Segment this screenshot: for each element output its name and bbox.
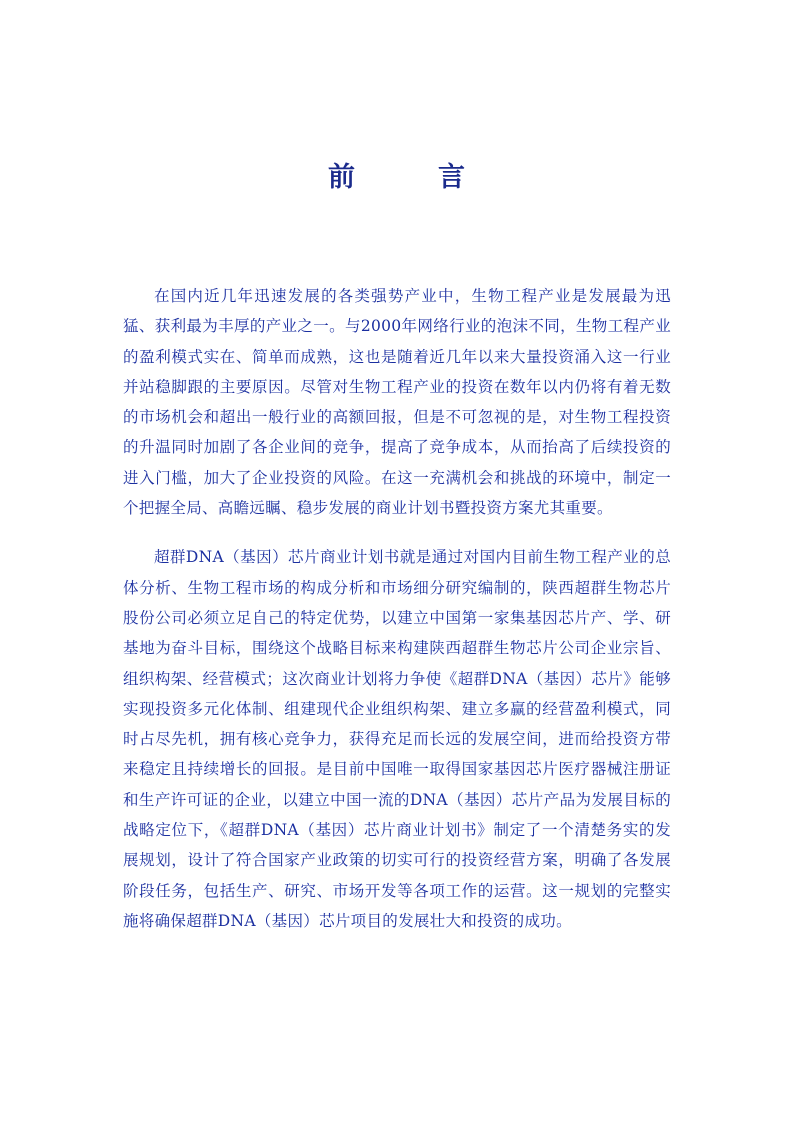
- title-char-1: 前: [328, 162, 355, 193]
- title-char-2: 言: [438, 162, 465, 193]
- paragraph-1: 在国内近几年迅速发展的各类强势产业中，生物工程产业是发展最为迅猛、获利最为丰厚的产业之一。与2000年网络行业的泡沫不同，生物工程产业的盈利模式实在、简单而成熟，这也是随着近几年以来大量投资涌入这一行业并站稳脚跟的主要原因。尽管对生物工程产业的投资在数年以内仍将有着无数的市场机会和超出一般行业的高额回报，但是不可忽视的是，对生物工程投资的升温同时加剧了各企业间的竞争，提高了竞争成本，从而抬高了后续投资的进入门槛，加大了企业投资的风险。在这一充满机会和挑战的环境中，制定一个把握全局、高瞻远瞩、稳步发展的商业计划书暨投资方案尤其重要。: [123, 287, 671, 518]
- page-title: [0, 160, 793, 196]
- paragraph-2: 超群DNA（基因）芯片商业计划书就是通过对国内目前生物工程产业的总体分析、生物工程市场的构成分析和市场细分研究编制的，陕西超群生物芯片股份公司必须立足自己的特定优势，以建立中国第一家集基因芯片产、学、研基地为奋斗目标，围绕这个战略目标来构建陕西超群生物芯片公司企业宗旨、组织构架、经营模式；这次商业计划将力争使《超群DNA（基因）芯片》能够实现投资多元化体制、组建现代企业组织构架、建立多赢的经营盈利模式，同时占尽先机，拥有核心竞争力，获得充足而长远的发展空间，进而给投资方带来稳定且持续增长的回报。是目前中国唯一取得国家基因芯片医疗器械注册证和生产许可证的企业，以建立中国一流的DNA（基因）芯片产品为发展目标的战略定位下，《超群DNA（基因）芯片商业计划书》制定了一个清楚务实的发展规划，设计了符合国家产业政策的切实可行的投资经营方案，明确了各发展阶段任务，包括生产、研究、市场开发等各项工作的运营。这一规划的完整实施将确保超群DNA（基因）芯片项目的发展壮大和投资的成功。: [123, 548, 671, 930]
- body-text: [123, 281, 671, 955]
